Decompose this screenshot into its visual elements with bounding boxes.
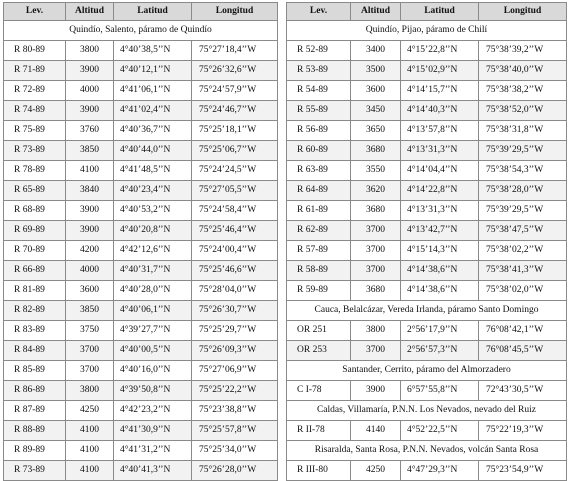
cell-lev: R 65-89 <box>4 181 66 201</box>
cell-lev: R 59-89 <box>287 281 351 301</box>
table-row <box>287 201 567 221</box>
cell-latitud: 4°13’57,8’’N <box>401 121 479 141</box>
cell-lev: R 56-89 <box>287 121 351 141</box>
cell-latitud: 4°40’38,5’’N <box>114 41 192 61</box>
cell-lev: OR 251 <box>287 321 351 341</box>
header-latitud: Latitud <box>401 3 479 21</box>
cell-altitud: 3550 <box>351 161 401 181</box>
cell-latitud: 4°40’36,7’’N <box>114 121 192 141</box>
cell-latitud: 4°41’31,2’’N <box>114 441 192 461</box>
cell-longitud: 75°38’39,2’’W <box>479 41 567 61</box>
table-row <box>287 181 567 201</box>
cell-latitud: 4°41’30,9’’N <box>114 421 192 441</box>
cell-altitud: 3700 <box>66 341 114 361</box>
cell-latitud: 4°15’02,9’’N <box>401 61 479 81</box>
table-row <box>4 81 278 101</box>
table-row <box>4 381 278 401</box>
cell-longitud: 75°38’38,2’’W <box>479 81 567 101</box>
cell-latitud: 4°52’22,5’’N <box>401 421 479 441</box>
table-row <box>4 221 278 241</box>
header-row <box>287 3 567 21</box>
table-row <box>4 301 278 321</box>
cell-latitud: 4°40’20,8’’N <box>114 221 192 241</box>
group-label: Cauca, Belalcázar, Vereda Irlanda, páramo Santo Domingo <box>287 301 567 321</box>
cell-altitud: 4000 <box>66 261 114 281</box>
left-table-body <box>4 21 278 481</box>
cell-longitud: 75°24’57,9’’W <box>192 81 278 101</box>
header-altitud: Altitud <box>66 3 114 21</box>
cell-lev: R 89-89 <box>4 441 66 461</box>
cell-altitud: 3650 <box>351 121 401 141</box>
cell-altitud: 3900 <box>66 61 114 81</box>
table-row <box>287 101 567 121</box>
table-row <box>4 181 278 201</box>
cell-longitud: 75°28’04,0’’W <box>192 281 278 301</box>
cell-lev: R 68-89 <box>4 201 66 221</box>
cell-longitud: 75°38’28,0’’W <box>479 181 567 201</box>
cell-longitud: 76°08’45,5’’W <box>479 341 567 361</box>
group-label: Caldas, Villamaría, P.N.N. Los Nevados, nevado del Ruiz <box>287 401 567 421</box>
table-row <box>4 361 278 381</box>
cell-longitud: 75°38’41,3’’W <box>479 261 567 281</box>
cell-latitud: 4°41’48,5’’N <box>114 161 192 181</box>
cell-altitud: 4100 <box>66 461 114 481</box>
group-header-row <box>287 21 567 41</box>
cell-latitud: 2°56’57,3’’N <box>401 341 479 361</box>
cell-latitud: 4°40’53,2’’N <box>114 201 192 221</box>
cell-altitud: 4000 <box>66 81 114 101</box>
table-row <box>287 81 567 101</box>
cell-lev: R 54-89 <box>287 81 351 101</box>
cell-altitud: 3680 <box>351 281 401 301</box>
cell-altitud: 3840 <box>66 181 114 201</box>
table-row <box>4 461 278 481</box>
group-label: Quindío, Pijao, páramo de Chilí <box>287 21 567 41</box>
cell-lev: R 87-89 <box>4 401 66 421</box>
cell-latitud: 4°40’28,0’’N <box>114 281 192 301</box>
cell-latitud: 4°40’12,1’’N <box>114 61 192 81</box>
cell-altitud: 3800 <box>66 381 114 401</box>
header-latitud: Latitud <box>114 3 192 21</box>
cell-lev: R 82-89 <box>4 301 66 321</box>
cell-longitud: 75°26’32,6’’W <box>192 61 278 81</box>
group-header-row <box>4 21 278 41</box>
cell-altitud: 3680 <box>351 201 401 221</box>
table-row <box>4 121 278 141</box>
cell-latitud: 4°13’31,3’’N <box>401 201 479 221</box>
cell-longitud: 75°25’57,8’’W <box>192 421 278 441</box>
cell-lev: R 61-89 <box>287 201 351 221</box>
cell-latitud: 4°14’15,7’’N <box>401 81 479 101</box>
table-row <box>4 341 278 361</box>
cell-lev: R 57-89 <box>287 241 351 261</box>
cell-longitud: 75°26’30,7’’W <box>192 301 278 321</box>
header-lev: Lev. <box>287 3 351 21</box>
cell-lev: R 55-89 <box>287 101 351 121</box>
cell-latitud: 4°47’29,3’’N <box>401 461 479 481</box>
cell-longitud: 75°38’54,3’’W <box>479 161 567 181</box>
cell-lev: R 84-89 <box>4 341 66 361</box>
cell-latitud: 4°40’44,0’’N <box>114 141 192 161</box>
cell-latitud: 4°40’00,5’’N <box>114 341 192 361</box>
header-lev: Lev. <box>4 3 66 21</box>
cell-lev: R 74-89 <box>4 101 66 121</box>
cell-longitud: 75°38’02,2’’W <box>479 241 567 261</box>
cell-latitud: 4°40’06,1’’N <box>114 301 192 321</box>
table-row <box>287 261 567 281</box>
cell-longitud: 76°08’42,1’’W <box>479 321 567 341</box>
table-row <box>287 161 567 181</box>
cell-altitud: 3600 <box>66 281 114 301</box>
cell-longitud: 75°26’09,3’’W <box>192 341 278 361</box>
cell-latitud: 4°14’22,8’’N <box>401 181 479 201</box>
cell-longitud: 75°22’19,3’’W <box>479 421 567 441</box>
cell-latitud: 4°15’22,8’’N <box>401 41 479 61</box>
cell-lev: R 78-89 <box>4 161 66 181</box>
table-row <box>4 201 278 221</box>
table-row <box>4 261 278 281</box>
cell-lev: R 81-89 <box>4 281 66 301</box>
table-row <box>287 281 567 301</box>
cell-longitud: 75°27’06,9’’W <box>192 361 278 381</box>
cell-lev: R 52-89 <box>287 41 351 61</box>
cell-altitud: 3700 <box>66 361 114 381</box>
cell-lev: R 73-89 <box>4 461 66 481</box>
cell-latitud: 4°40’31,7’’N <box>114 261 192 281</box>
header-longitud: Longitud <box>192 3 278 21</box>
table-row <box>287 321 567 341</box>
cell-altitud: 3800 <box>66 41 114 61</box>
header-longitud: Longitud <box>479 3 567 21</box>
right-data-table <box>286 2 567 481</box>
cell-latitud: 6°57’55,8’’N <box>401 381 479 401</box>
cell-longitud: 75°26’28,0’’W <box>192 461 278 481</box>
cell-altitud: 3850 <box>66 141 114 161</box>
cell-altitud: 4200 <box>66 241 114 261</box>
table-row <box>4 61 278 81</box>
cell-lev: C I-78 <box>287 381 351 401</box>
cell-longitud: 75°25’18,1’’W <box>192 121 278 141</box>
cell-altitud: 3900 <box>66 201 114 221</box>
group-header-row <box>287 401 567 421</box>
cell-altitud: 4100 <box>66 441 114 461</box>
cell-lev: R 70-89 <box>4 241 66 261</box>
cell-longitud: 75°24’58,4’’W <box>192 201 278 221</box>
cell-altitud: 4100 <box>66 421 114 441</box>
table-row <box>287 141 567 161</box>
cell-altitud: 3400 <box>351 41 401 61</box>
cell-longitud: 75°23’38,8’’W <box>192 401 278 421</box>
table-row <box>287 121 567 141</box>
cell-altitud: 4250 <box>351 461 401 481</box>
cell-latitud: 4°42’23,2’’N <box>114 401 192 421</box>
cell-altitud: 3900 <box>66 101 114 121</box>
table-row <box>4 41 278 61</box>
cell-altitud: 3700 <box>351 341 401 361</box>
cell-latitud: 4°41’02,4’’N <box>114 101 192 121</box>
cell-lev: R 53-89 <box>287 61 351 81</box>
cell-longitud: 75°25’46,4’’W <box>192 221 278 241</box>
cell-lev: R 71-89 <box>4 61 66 81</box>
cell-altitud: 3900 <box>351 381 401 401</box>
table-row <box>4 241 278 261</box>
cell-lev: R 62-89 <box>287 221 351 241</box>
right-table-body <box>287 21 567 481</box>
group-label: Risaralda, Santa Rosa, P.N.N. Nevados, volcán Santa Rosa <box>287 441 567 461</box>
cell-altitud: 3600 <box>351 81 401 101</box>
cell-lev: R 58-89 <box>287 261 351 281</box>
cell-longitud: 75°25’46,6’’W <box>192 261 278 281</box>
cell-latitud: 4°14’04,4’’N <box>401 161 479 181</box>
cell-longitud: 75°25’34,0’’W <box>192 441 278 461</box>
table-row <box>4 161 278 181</box>
cell-latitud: 4°39’27,7’’N <box>114 321 192 341</box>
cell-altitud: 3680 <box>351 141 401 161</box>
table-row <box>4 441 278 461</box>
cell-altitud: 3450 <box>351 101 401 121</box>
cell-lev: R 73-89 <box>4 141 66 161</box>
cell-lev: R 85-89 <box>4 361 66 381</box>
cell-longitud: 75°38’52,0’’W <box>479 101 567 121</box>
group-header-row <box>287 361 567 381</box>
cell-latitud: 4°14’38,6’’N <box>401 281 479 301</box>
cell-longitud: 75°25’22,2’’W <box>192 381 278 401</box>
cell-longitud: 75°23’54,9’’W <box>479 461 567 481</box>
table-row <box>4 281 278 301</box>
cell-longitud: 75°27’05,5’’W <box>192 181 278 201</box>
cell-longitud: 75°25’29,7’’W <box>192 321 278 341</box>
cell-latitud: 4°14’40,3’’N <box>401 101 479 121</box>
cell-lev: R 72-89 <box>4 81 66 101</box>
table-row <box>4 321 278 341</box>
cell-latitud: 4°13’42,7’’N <box>401 221 479 241</box>
cell-latitud: 4°40’16,0’’N <box>114 361 192 381</box>
cell-latitud: 4°42’12,6’’N <box>114 241 192 261</box>
cell-altitud: 3850 <box>66 301 114 321</box>
cell-altitud: 3700 <box>351 261 401 281</box>
cell-lev: R 60-89 <box>287 141 351 161</box>
cell-longitud: 72°43’30,5’’W <box>479 381 567 401</box>
cell-lev: R 63-89 <box>287 161 351 181</box>
cell-lev: R 69-89 <box>4 221 66 241</box>
cell-longitud: 75°38’47,5’’W <box>479 221 567 241</box>
cell-lev: R 80-89 <box>4 41 66 61</box>
group-label: Santander, Cerrito, páramo del Almorzadero <box>287 361 567 381</box>
cell-altitud: 4250 <box>66 401 114 421</box>
cell-latitud: 4°41’06,1’’N <box>114 81 192 101</box>
cell-longitud: 75°25’06,7’’W <box>192 141 278 161</box>
table-row <box>287 381 567 401</box>
cell-lev: R 66-89 <box>4 261 66 281</box>
group-header-row <box>287 441 567 461</box>
table-row <box>4 401 278 421</box>
left-data-table <box>3 2 278 481</box>
group-header-row <box>287 301 567 321</box>
cell-lev: R III-80 <box>287 461 351 481</box>
cell-lev: R 75-89 <box>4 121 66 141</box>
group-label: Quindío, Salento, páramo de Quindío <box>4 21 278 41</box>
cell-longitud: 75°24’46,7’’W <box>192 101 278 121</box>
cell-latitud: 4°14’38,6’’N <box>401 261 479 281</box>
cell-lev: R 86-89 <box>4 381 66 401</box>
cell-longitud: 75°24’24,5’’W <box>192 161 278 181</box>
header-altitud: Altitud <box>351 3 401 21</box>
cell-latitud: 4°39’50,8’’N <box>114 381 192 401</box>
cell-longitud: 75°39’29,5’’W <box>479 201 567 221</box>
table-row <box>287 461 567 481</box>
table-row <box>287 41 567 61</box>
table-row <box>4 101 278 121</box>
cell-altitud: 4100 <box>66 161 114 181</box>
cell-altitud: 4140 <box>351 421 401 441</box>
table-row <box>287 221 567 241</box>
cell-lev: R 83-89 <box>4 321 66 341</box>
header-row <box>4 3 278 21</box>
cell-longitud: 75°38’02,0’’W <box>479 281 567 301</box>
table-row <box>287 341 567 361</box>
cell-altitud: 3760 <box>66 121 114 141</box>
cell-latitud: 4°13’31,3’’N <box>401 141 479 161</box>
table-row <box>287 241 567 261</box>
table-row <box>4 141 278 161</box>
cell-latitud: 4°40’23,4’’N <box>114 181 192 201</box>
cell-longitud: 75°38’31,8’’W <box>479 121 567 141</box>
cell-longitud: 75°27’18,4’’W <box>192 41 278 61</box>
cell-lev: R 88-89 <box>4 421 66 441</box>
cell-lev: R 64-89 <box>287 181 351 201</box>
cell-lev: OR 253 <box>287 341 351 361</box>
table-row <box>287 61 567 81</box>
cell-altitud: 3750 <box>66 321 114 341</box>
cell-latitud: 2°56’17,9’’N <box>401 321 479 341</box>
cell-altitud: 3500 <box>351 61 401 81</box>
cell-latitud: 4°15’14,3’’N <box>401 241 479 261</box>
cell-altitud: 3700 <box>351 221 401 241</box>
cell-altitud: 3800 <box>351 321 401 341</box>
cell-altitud: 3700 <box>351 241 401 261</box>
cell-longitud: 75°38’40,0’’W <box>479 61 567 81</box>
cell-altitud: 3900 <box>66 221 114 241</box>
cell-longitud: 75°24’00,4’’W <box>192 241 278 261</box>
cell-longitud: 75°39’29,5’’W <box>479 141 567 161</box>
cell-lev: R II-78 <box>287 421 351 441</box>
cell-latitud: 4°40’41,3’’N <box>114 461 192 481</box>
cell-altitud: 3620 <box>351 181 401 201</box>
